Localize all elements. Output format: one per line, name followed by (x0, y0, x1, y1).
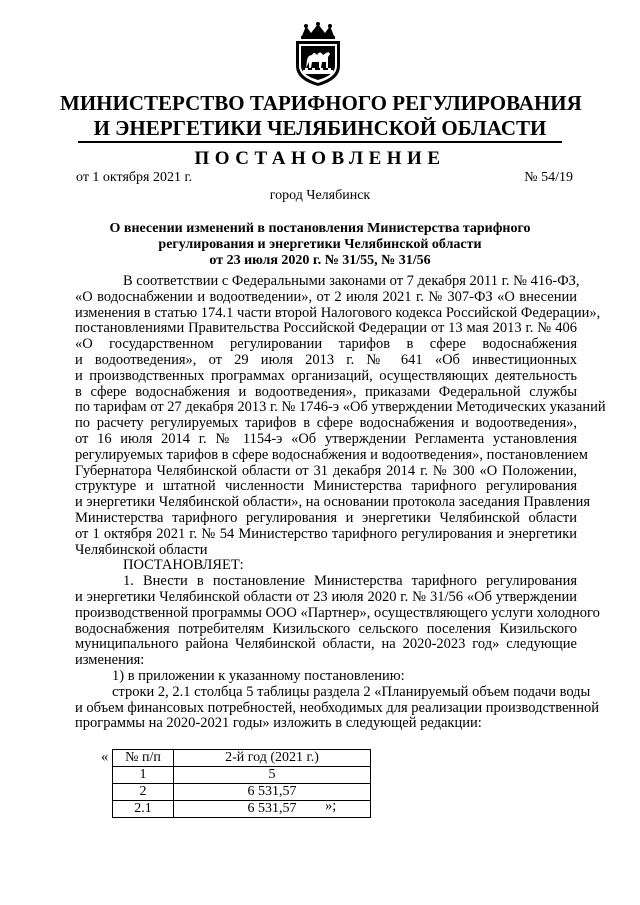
body-line: постановлениями Правительства Российской Федерации от 13 мая 2013 г. № 406 (75, 320, 577, 337)
document-number: № 54/19 (524, 170, 573, 185)
table-cell: 2 (113, 784, 174, 801)
table-cell: 1 (113, 767, 174, 784)
table-cell: 6 531,57 (174, 801, 371, 818)
body-line: регулируемых тарифов в сфере водоснабжения и водоотведения», постановлением (75, 446, 588, 463)
item1-line: и энергетики Челябинской области от 23 июля 2020 г. № 31/56 «Об утверждении (75, 588, 577, 605)
item1-line: муниципального района Челябинской области, на 2020-2023 год» следующие (75, 636, 577, 653)
table-row (113, 767, 371, 784)
title-line: регулирования и энергетики Челябинской области (158, 237, 482, 252)
resolves-heading: ПОСТАНОВЛЯЕТ: (123, 557, 244, 574)
table-close-quote: »; (325, 798, 337, 814)
table-cell: 5 (174, 767, 371, 784)
item1-line: водоснабжения потребителям Кизильского сельского поселения Кизильского (75, 620, 577, 637)
rows-line: строки 2, 2.1 столбца 5 таблицы раздела 2 «Планируемый объем подачи воды (112, 683, 591, 700)
ministry-name-line2: И ЭНЕРГЕТИКИ ЧЕЛЯБИНСКОЙ ОБЛАСТИ (93, 116, 547, 140)
body-line: Губернатора Челябинской области от 31 декабря 2014 г. № 300 «О Положении, (75, 462, 577, 479)
title-line: от 23 июля 2020 г. № 31/55, № 31/56 (209, 253, 431, 268)
table-cell: 6 531,57 (174, 784, 371, 801)
body-line: Челябинской области (75, 541, 208, 558)
rows-line: и объем финансовых потребностей, необходимых для реализации производственной (75, 699, 599, 716)
document-body (75, 273, 606, 732)
item1-line: производственной программы ООО «Партнер», осуществляющего услуги холодного (75, 604, 600, 621)
body-line: «О государственном регулировании тарифов в сфере водоснабжения (75, 336, 577, 353)
body-line: и водоотведения», от 29 июля 2013 г. № 641 «Об инвестиционных (75, 351, 577, 368)
body-line: от 1 октября 2021 г. № 54 Министерство тарифного регулирования и энергетики (75, 525, 577, 542)
document-city: город Челябинск (269, 188, 371, 203)
document-title (60, 221, 580, 269)
ministry-name-line1: МИНИСТЕРСТВО ТАРИФНОГО РЕГУЛИРОВАНИЯ (60, 91, 582, 115)
body-line: «О водоснабжении и водоотведении», от 2 июля 2021 г. № 307-ФЗ «О внесении (75, 288, 577, 305)
table-cell: 2.1 (113, 801, 174, 818)
body-line: Министерства тарифного регулирования и энергетики Челябинской области (75, 509, 577, 526)
body-line: изменения в статью 174.1 части второй Налогового кодекса Российской Федерации», (75, 304, 601, 321)
body-line: структуре и штатной численности Министерства тарифного регулирования (75, 478, 577, 495)
header-divider (78, 141, 562, 143)
rows-line: программы на 2020-2021 годы» изложить в следующей редакции: (75, 715, 482, 732)
body-line: и производственных программах организаций, осуществляющих деятельность (75, 367, 577, 384)
table-header-cell: № п/п (113, 750, 174, 767)
chelyabinsk-coat-of-arms-icon (290, 22, 346, 88)
document-type: ПОСТАНОВЛЕНИЕ (194, 148, 446, 169)
body-line: и энергетики Челябинской области», на основании протокола заседания Правления (75, 494, 591, 511)
item1-line: 1. Внести в постановление Министерства тарифного регулирования (123, 573, 577, 590)
body-line: в сфере водоснабжения и водоотведения», приказами Федеральной службы (75, 383, 577, 400)
body-line: от 16 июля 2014 г. № 1154-э «Об утверждении Регламента установления (75, 430, 577, 447)
title-line: О внесении изменений в постановления Министерства тарифного (109, 221, 531, 236)
body-line: В соответствии с Федеральными законами от 7 декабря 2011 г. № 416-ФЗ, (123, 273, 580, 289)
item1-line: изменения: (75, 652, 145, 669)
table-open-quote: « (101, 749, 109, 765)
table-header-cell: 2-й год (2021 г.) (174, 750, 371, 767)
table-header-row (113, 750, 371, 767)
body-line: по тарифам от 27 декабря 2013 г. № 1746-э «Об утверждении Методических указаний (75, 399, 606, 416)
document-date: от 1 октября 2021 г. (76, 170, 193, 185)
subitem1: 1) в приложении к указанному постановлению: (112, 667, 405, 684)
body-line: по расчету регулируемых тарифов в сфере водоснабжения и водоотведения», (75, 415, 577, 432)
